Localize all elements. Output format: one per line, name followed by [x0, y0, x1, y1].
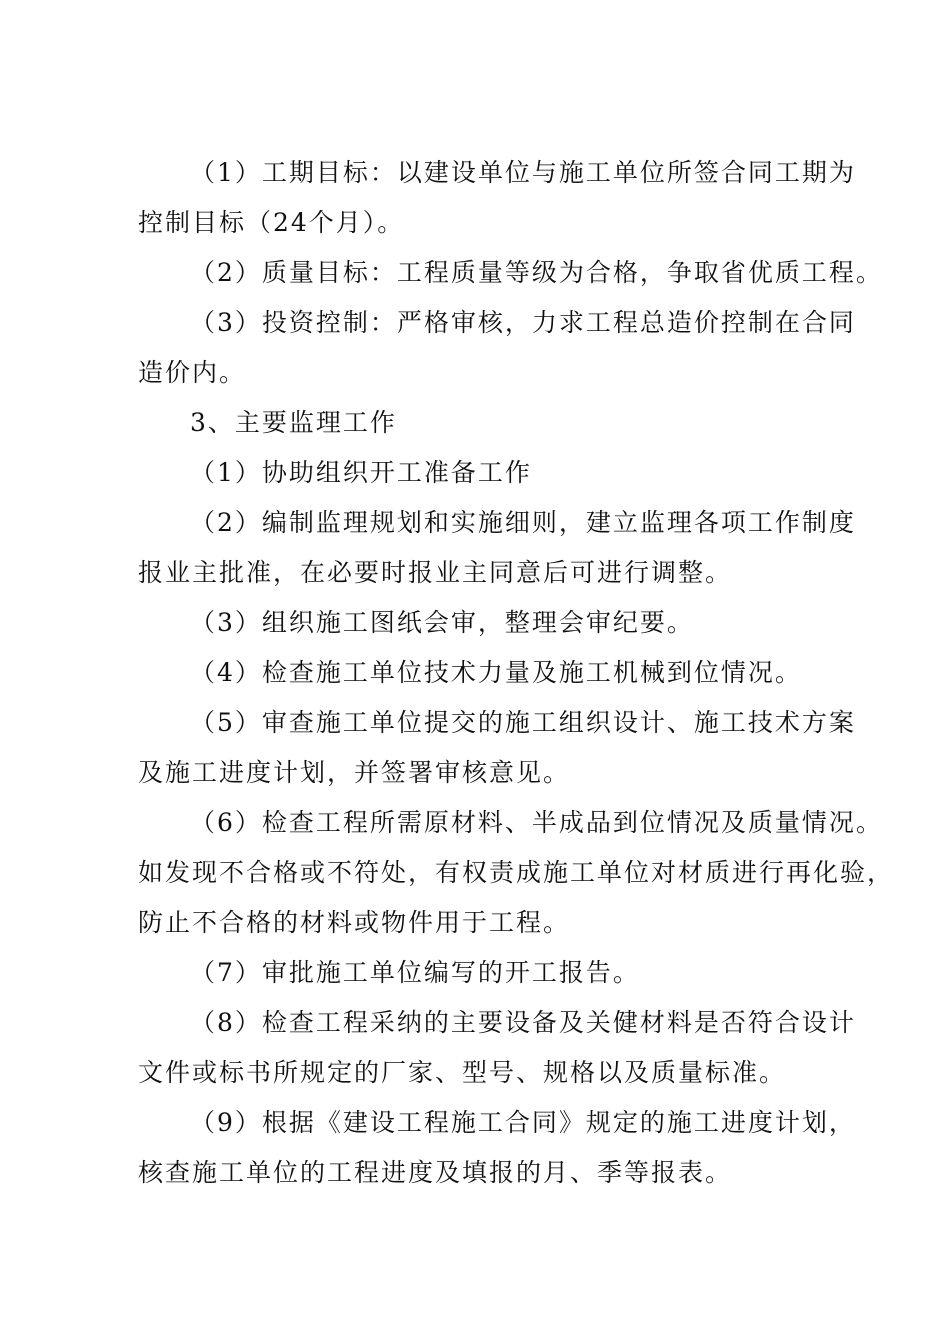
item-3-line-1: （3）组织施工图纸会审，整理会审纪要。: [190, 608, 694, 637]
para-3-line-1: （3）投资控制：严格审核，力求工程总造价控制在合同: [190, 308, 856, 337]
item-5-line-1: （5）审查施工单位提交的施工组织设计、施工技术方案: [190, 708, 856, 737]
item-7-line-1: （7）审批施工单位编写的开工报告。: [190, 958, 640, 987]
para-3-line-2: 造价内。: [138, 358, 247, 387]
item-6-line-2: 如发现不合格或不符处，有权责成施工单位对材质进行再化验，: [138, 858, 895, 887]
item-6-line-1: （6）检查工程所需原材料、半成品到位情况及质量情况。: [190, 808, 883, 837]
para-2-line-1: （2）质量目标：工程质量等级为合格，争取省优质工程。: [190, 258, 883, 287]
item-8-line-1: （8）检查工程采纳的主要设备及关健材料是否符合设计: [190, 1008, 856, 1037]
item-8-line-2: 文件或标书所规定的厂家、型号、规格以及质量标准。: [138, 1058, 787, 1087]
section-heading: 3、主要监理工作: [190, 408, 397, 437]
item-6-line-3: 防止不合格的材料或物件用于工程。: [138, 908, 571, 937]
item-5-line-2: 及施工进度计划，并签署审核意见。: [138, 758, 571, 787]
item-2-line-1: （2）编制监理规划和实施细则，建立监理各项工作制度: [190, 508, 856, 537]
para-1-line-2: 控制目标（24个月）。: [138, 208, 405, 237]
item-9-line-2: 核查施工单位的工程进度及填报的月、季等报表。: [138, 1158, 733, 1187]
item-1-line-1: （1）协助组织开工准备工作: [190, 458, 532, 487]
item-4-line-1: （4）检查施工单位技术力量及施工机械到位情况。: [190, 658, 802, 687]
item-9-line-1: （9）根据《建设工程施工合同》规定的施工进度计划，: [190, 1108, 856, 1137]
item-2-line-2: 报业主批准，在必要时报业主同意后可进行调整。: [138, 558, 733, 587]
para-1-line-1: （1）工期目标：以建设单位与施工单位所签合同工期为: [190, 158, 856, 187]
